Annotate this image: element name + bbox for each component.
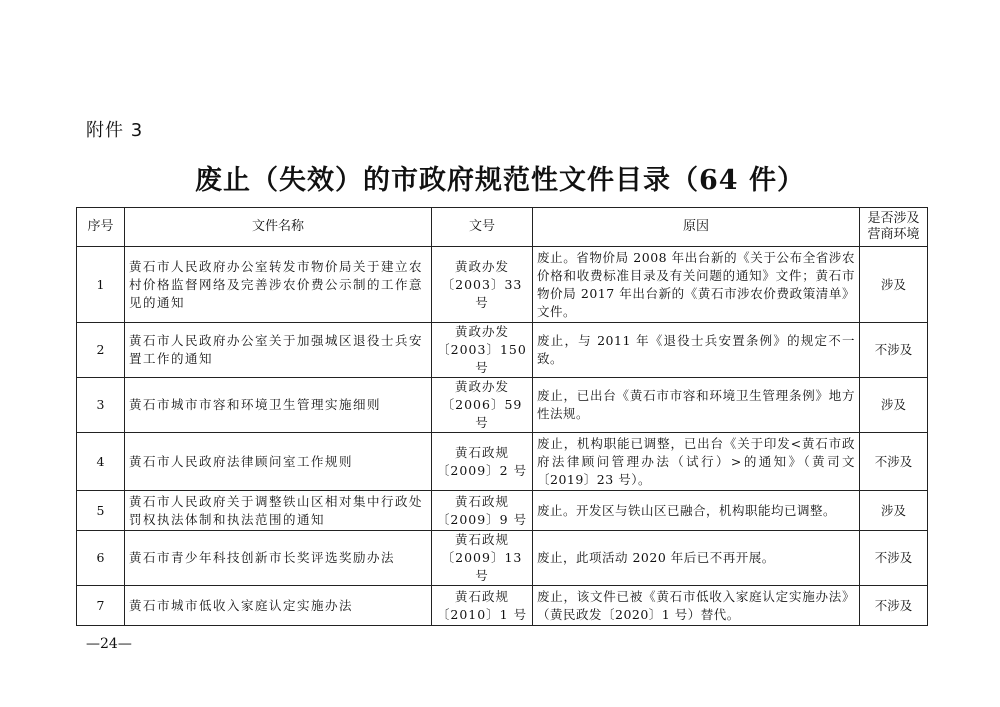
row-reason: 废止。省物价局 2008 年出台新的《关于公布全省涉农价格和收费标准目录及有关问题的通知》文件；黄石市物价局 2017 年出台新的《黄石市涉农价费政策清单》文件。 [533, 247, 860, 323]
row-reason: 废止。开发区与铁山区已融合，机构职能均已调整。 [533, 491, 860, 531]
attachment-label: 附件 3 [86, 120, 144, 141]
row-doc-no [432, 378, 533, 433]
row-doc-no [432, 247, 533, 323]
doc-no-line2: 〔2010〕1 号 [436, 606, 528, 622]
row-name: 黄石市人民政府办公室关于加强城区退役士兵安置工作的通知 [125, 323, 432, 378]
row-env: 不涉及 [860, 433, 928, 491]
doc-no-line2: 〔2009〕2 号 [436, 462, 528, 478]
row-reason: 废止，已出台《黄石市市容和环境卫生管理条例》地方性法规。 [533, 378, 860, 433]
row-reason: 废止，机构职能已调整，已出台《关于印发<黄石市政府法律顾问管理办法（试行）>的通知》（黄司文〔2019〕23 号）。 [533, 433, 860, 491]
row-env: 不涉及 [860, 323, 928, 378]
table-header-row [77, 208, 928, 247]
doc-no-line1: 黄政办发 [454, 258, 509, 274]
doc-no-line2: 〔2006〕59 号 [441, 397, 523, 430]
row-no: 6 [77, 531, 125, 586]
header-env-line1: 是否涉及 [867, 211, 920, 226]
row-name: 黄石市人民政府法律顾问室工作规则 [125, 433, 432, 491]
row-doc-no [432, 491, 533, 531]
table-row [77, 323, 928, 378]
header-env [860, 208, 928, 247]
row-env: 不涉及 [860, 586, 928, 626]
header-reason: 原因 [533, 208, 860, 247]
row-env: 涉及 [860, 378, 928, 433]
row-name: 黄石市青少年科技创新市长奖评选奖励办法 [125, 531, 432, 586]
header-no: 序号 [77, 208, 125, 247]
repealed-documents-table [76, 207, 928, 626]
table-row [77, 433, 928, 491]
row-doc-no [432, 323, 533, 378]
row-doc-no [432, 433, 533, 491]
row-env: 不涉及 [860, 531, 928, 586]
doc-no-line2: 〔2009〕13 号 [441, 550, 523, 583]
row-reason: 废止，该文件已被《黄石市低收入家庭认定实施办法》（黄民政发〔2020〕1 号）替代。 [533, 586, 860, 626]
doc-no-line1: 黄政办发 [454, 324, 509, 339]
row-no: 4 [77, 433, 125, 491]
row-no: 3 [77, 378, 125, 433]
header-doc-no: 文号 [432, 208, 533, 247]
doc-no-line1: 黄石政规 [454, 588, 509, 604]
doc-no-line1: 黄石政规 [454, 532, 509, 547]
row-doc-no [432, 531, 533, 586]
row-reason: 废止，与 2011 年《退役士兵安置条例》的规定不一致。 [533, 323, 860, 378]
table-row [77, 531, 928, 586]
table-row [77, 247, 928, 323]
row-name: 黄石市城市市容和环境卫生管理实施细则 [125, 378, 432, 433]
row-name: 黄石市人民政府关于调整铁山区相对集中行政处罚权执法体制和执法范围的通知 [125, 491, 432, 531]
row-name: 黄石市人民政府办公室转发市物价局关于建立农村价格监督网络及完善涉农价费公示制的工作意见的通知 [125, 247, 432, 323]
doc-no-line2: 〔2009〕9 号 [436, 511, 528, 527]
document-title: 废止（失效）的市政府规范性文件目录（64 件） [195, 165, 805, 196]
page-number: —24— [86, 636, 132, 652]
doc-no-line2: 〔2003〕33 号 [441, 276, 523, 310]
doc-no-line2: 〔2003〕150 号 [437, 342, 527, 375]
row-reason: 废止，此项活动 2020 年后已不再开展。 [533, 531, 860, 586]
row-no: 2 [77, 323, 125, 378]
doc-no-line1: 黄石政规 [454, 493, 509, 509]
header-env-line2: 营商环境 [867, 227, 920, 242]
row-no: 5 [77, 491, 125, 531]
row-env: 涉及 [860, 491, 928, 531]
row-no: 1 [77, 247, 125, 323]
doc-no-line1: 黄石政规 [454, 444, 509, 460]
table-row [77, 586, 928, 626]
row-env: 涉及 [860, 247, 928, 323]
header-name: 文件名称 [125, 208, 432, 247]
row-name: 黄石市城市低收入家庭认定实施办法 [125, 586, 432, 626]
doc-no-line1: 黄政办发 [454, 379, 509, 394]
row-no: 7 [77, 586, 125, 626]
table-row [77, 378, 928, 433]
table-row [77, 491, 928, 531]
row-doc-no [432, 586, 533, 626]
